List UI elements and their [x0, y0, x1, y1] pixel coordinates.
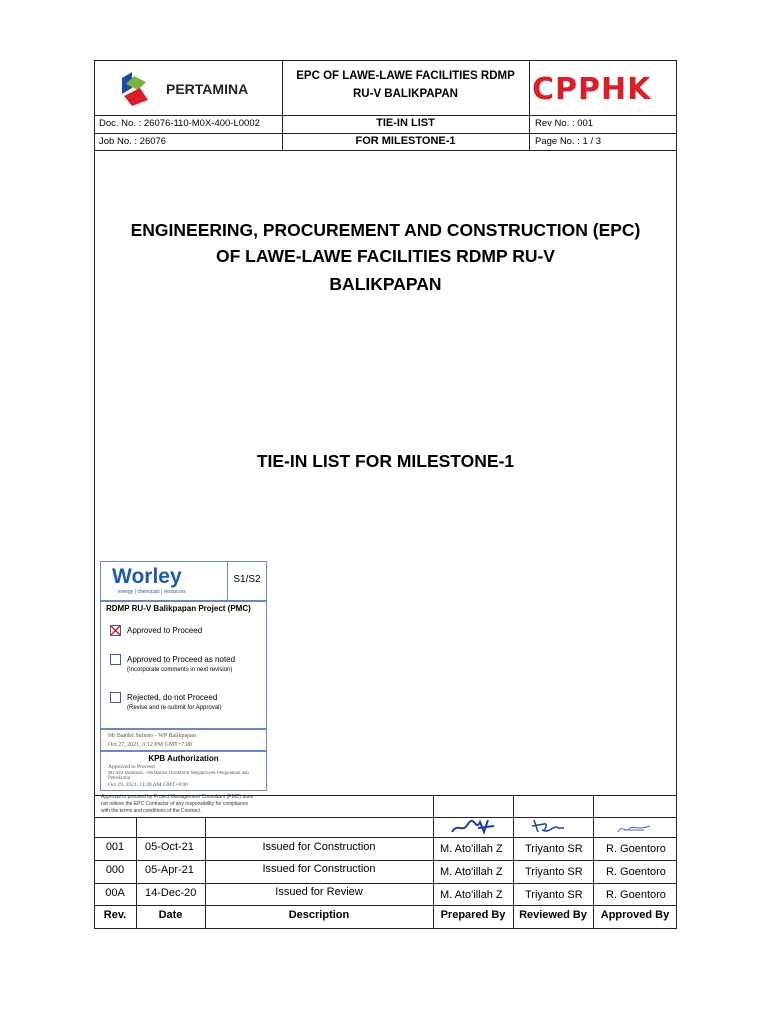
header-reviewed: Reviewed By: [519, 909, 587, 921]
row3-description: Issued for Review: [275, 886, 363, 898]
row1-description: Issued for Construction: [262, 841, 376, 853]
disclaimer-line3: with the terms and conditions of the Contract.: [101, 808, 202, 814]
row1-date: 05-Oct-21: [145, 841, 194, 853]
row1-approved: R. Goentoro: [606, 843, 666, 855]
table-border: [94, 837, 677, 838]
row3-prepared: M. Ato'illah Z: [440, 889, 503, 901]
row2-approved: R. Goentoro: [606, 866, 666, 878]
project-title-line2: RU-V BALIKPAPAN: [353, 88, 458, 100]
job-no: Job No. : 26076: [99, 136, 167, 147]
row1-rev: 001: [105, 841, 125, 853]
row3-reviewed: Triyanto SR: [525, 889, 583, 901]
stamp-signer: Mr Bandel Sutisno - WP Balikpapan: [108, 733, 196, 739]
approved-checkbox[interactable]: [110, 625, 121, 636]
main-title-line1: ENGINEERING, PROCUREMENT AND CONSTRUCTION (EPC): [130, 220, 641, 240]
main-title-line2: OF LAWE-LAWE FACILITIES RDMP RU-V: [216, 246, 555, 266]
row2-prepared: M. Ato'illah Z: [440, 866, 503, 878]
table-border: [94, 860, 677, 861]
header-prepared: Prepared By: [440, 909, 506, 921]
header-description: Description: [288, 909, 350, 921]
table-border: [94, 795, 677, 796]
company-name: PERTAMINA: [166, 81, 249, 97]
rev-no: Rev No. : 001: [535, 118, 594, 129]
row2-date: 05-Apr-21: [145, 864, 194, 876]
row3-approved: R. Goentoro: [606, 889, 666, 901]
stamp-code: S1/S2: [233, 574, 261, 585]
worley-logo: Worley: [112, 565, 182, 588]
kpb-signed-at: Oct 29, 2021, 11:28 AM GMT+8:00: [108, 782, 189, 788]
option-approved-label: Approved to Proceed: [127, 626, 203, 635]
header-divider: [94, 133, 677, 134]
row2-reviewed: Triyanto SR: [525, 866, 583, 878]
approved-signature-icon: [614, 822, 654, 836]
header-date: Date: [158, 909, 183, 921]
kpb-signer: Mr Arif Budiman - Pertamina Direktorat Megaproyek Pengolahan dan Petrokimia: [108, 771, 249, 781]
doc-title-line1: TIE-IN LIST: [376, 117, 435, 129]
table-border: [94, 905, 677, 906]
main-title-line3: BALIKPAPAN: [329, 274, 442, 294]
row2-rev: 000: [105, 864, 125, 876]
contractor-logo: CPPHK: [532, 72, 652, 107]
worley-tagline: energy | chemicals | resources: [118, 589, 186, 595]
rejected-checkbox[interactable]: [110, 692, 121, 703]
disclaimer-line1: Approval to proceed by Project Management Consultant (PMC) does: [101, 794, 254, 800]
page-no: Page No. : 1 / 3: [535, 136, 602, 147]
option-noted-label: Approved to Proceed as noted: [127, 655, 236, 664]
prepared-signature-icon: [450, 818, 496, 836]
doc-no: Doc. No. : 26076-110-M0X-400-L0002: [99, 118, 260, 129]
check-mark-icon: [110, 625, 121, 636]
disclaimer-line2: not relieve the EPC Contractor of any responsibility for compliance: [101, 801, 249, 807]
table-border: [94, 883, 677, 884]
header-divider: [94, 115, 677, 116]
reviewed-signature-icon: [528, 818, 568, 836]
row1-prepared: M. Ato'illah Z: [440, 843, 503, 855]
row3-date: 14-Dec-20: [145, 887, 197, 899]
approved-as-noted-checkbox[interactable]: [110, 654, 121, 665]
stamp-signed-at: Oct 27, 2021, 3:12 PM GMT+7:00: [108, 742, 192, 748]
table-border: [94, 817, 677, 818]
approval-stamp: [100, 561, 267, 819]
stamp-project: RDMP RU-V Balikpapan Project (PMC): [106, 604, 251, 613]
pertamina-logo-icon: [118, 70, 162, 106]
row1-reviewed: Triyanto SR: [525, 843, 583, 855]
header-divider: [529, 60, 530, 150]
row3-rev: 00A: [105, 887, 125, 899]
option-rejected-note: (Revise and re-submit for Approval): [127, 705, 222, 711]
doc-title-line2: FOR MILESTONE-1: [355, 135, 456, 147]
header-approved: Approved By: [600, 909, 670, 921]
row2-description: Issued for Construction: [262, 863, 376, 875]
project-title-line1: EPC OF LAWE-LAWE FACILITIES RDMP: [296, 70, 515, 82]
option-rejected-label: Rejected, do not Proceed: [127, 693, 218, 702]
kpb-status: Approved to Proceed: [108, 764, 155, 770]
header-divider: [94, 150, 677, 151]
option-noted-note: (Incorporate comments in next revision): [127, 667, 233, 673]
document-subtitle: TIE-IN LIST FOR MILESTONE-1: [256, 451, 515, 471]
kpb-title: KPB Authorization: [148, 754, 219, 763]
header-rev: Rev.: [103, 909, 127, 921]
